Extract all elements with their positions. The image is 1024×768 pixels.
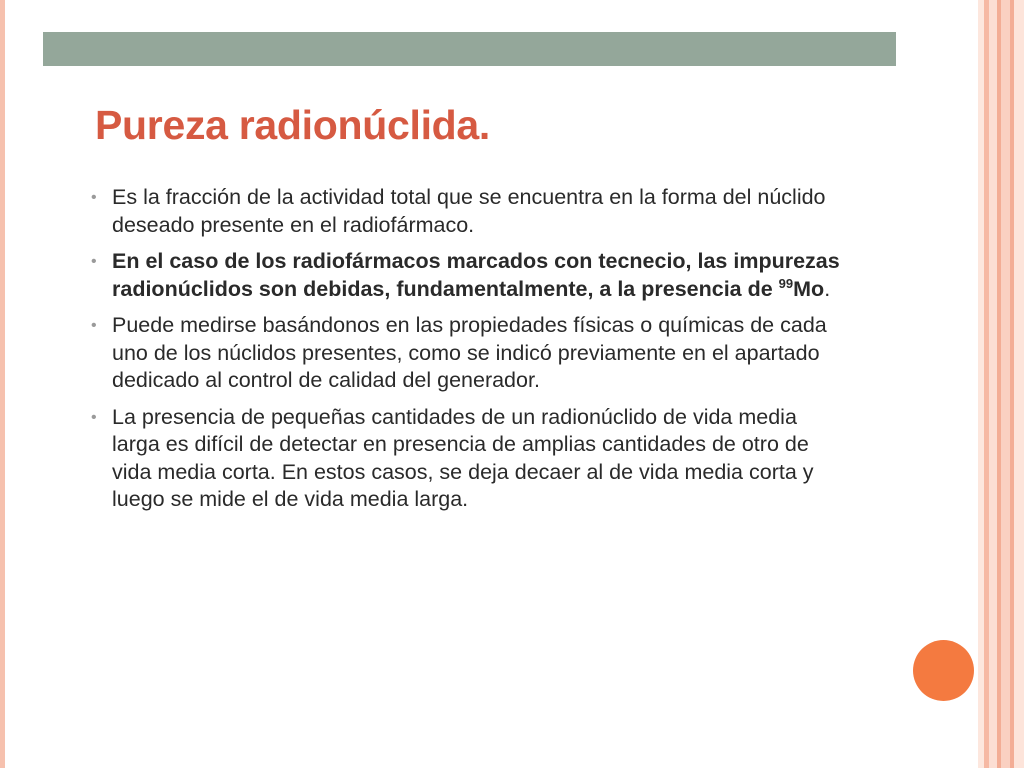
bullet-text: Es la fracción de la actividad total que se encuentra en la forma del núclido deseado presente en el radiofármaco. (112, 185, 826, 237)
header-bar (43, 32, 896, 66)
right-border-stripes (978, 0, 1024, 768)
bullet-item (89, 312, 849, 395)
bullet-dot-icon: • (91, 408, 97, 426)
bullet-dot-icon: • (91, 253, 97, 270)
element-symbol: Mo (793, 276, 825, 301)
bullet-dot-icon: • (91, 317, 97, 334)
bullet-dot-icon: • (91, 189, 97, 206)
bullet-item (89, 404, 849, 514)
bullet-item (89, 248, 849, 303)
bullet-text: Puede medirse basándonos en las propiedades físicas o químicas de cada uno de los núclidos presentes, como se indicó previamente en el apartado dedicado al control de calidad del generador. (112, 313, 827, 392)
slide-title: Pureza radionúclida. (95, 102, 490, 148)
left-border-stripe (0, 0, 5, 768)
orange-circle-icon (913, 640, 974, 701)
bullet-text: En el caso de los radiofármacos marcados con tecnecio, las impurezas radionúclidos son debidas, fundamentalmente, a la presencia de $^{99}$Mo. (112, 249, 840, 301)
bullet-item (89, 184, 849, 239)
bullet-text: La presencia de pequeñas cantidades de un radionúclido de vida media larga es difícil de detectar en presencia de amplias cantidades de otro de vida media corta. En estos casos, se deja decaer al de vida media corta y luego se mide el de vida media larga. (112, 404, 814, 511)
isotope-mass-number: 99 (778, 275, 794, 291)
bullet-list (89, 184, 849, 523)
